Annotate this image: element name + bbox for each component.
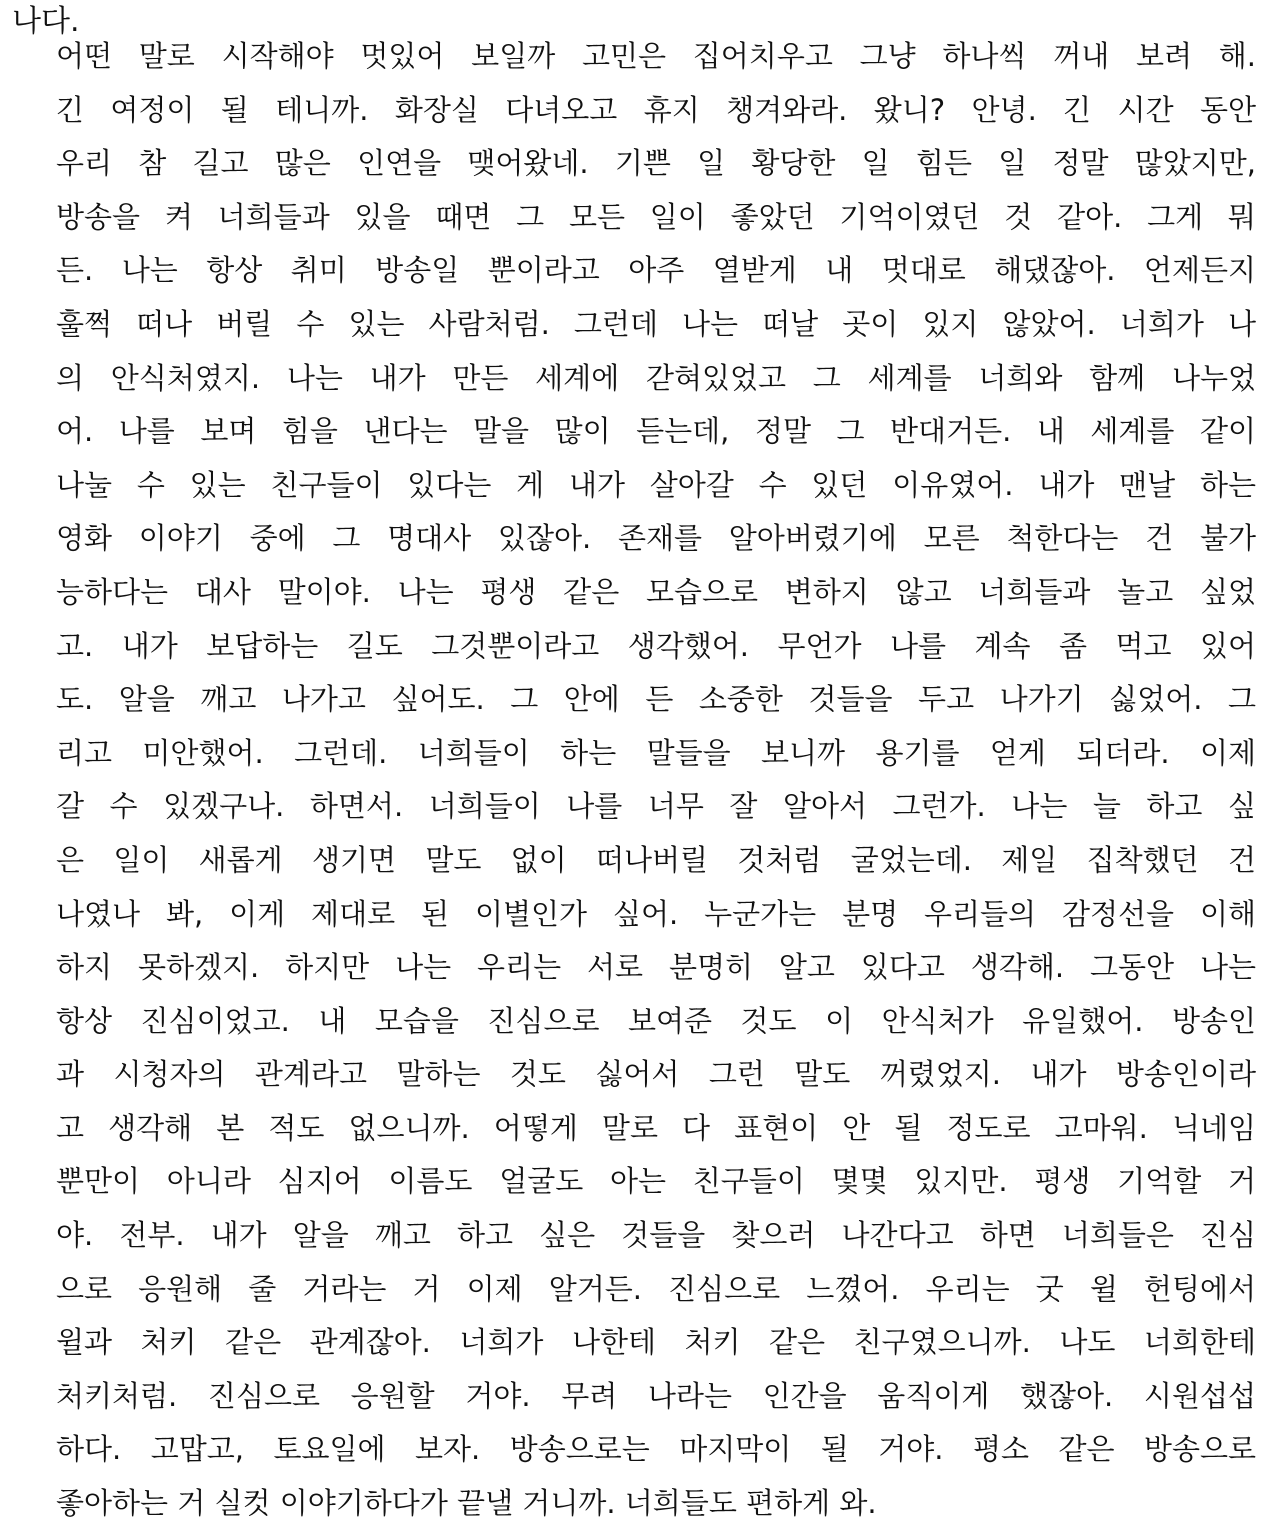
text-line: 과 시청자의 관계라고 말하는 것도 싫어서 그런 말도 꺼렸었지. 내가 방송인이라 (56, 1057, 1256, 1092)
text-line: 나눌 수 있는 친구들이 있다는 게 내가 살아갈 수 있던 이유였어. 내가 맨날 하는 (56, 467, 1256, 502)
text-line: 야. 전부. 내가 알을 깨고 하고 싶은 것들을 찾으러 나간다고 하면 너희들은 진심 (56, 1218, 1256, 1253)
text-line: 은 일이 새롭게 생기면 말도 없이 떠나버릴 것처럼 굴었는데. 제일 집착했던 건 (56, 842, 1256, 877)
text-line: 훌쩍 떠나 버릴 수 있는 사람처럼. 그런데 나는 떠날 곳이 있지 않았어. 너희가 나 (56, 306, 1256, 341)
text-line: 윌과 처키 같은 관계잖아. 너희가 나한테 처키 같은 친구였으니까. 나도 너희한테 (56, 1325, 1256, 1360)
text-line: 든. 나는 항상 취미 방송일 뿐이라고 아주 열받게 내 멋대로 해댔잖아. 언제든지 (56, 253, 1256, 288)
text-line: 고 생각해 본 적도 없으니까. 어떻게 말로 다 표현이 안 될 정도로 고마워. 닉네임 (56, 1110, 1256, 1145)
text-line: 하다. 고맙고, 토요일에 보자. 방송으로는 마지막이 될 거야. 평소 같은 방송으로 (56, 1432, 1256, 1467)
letter-body (56, 30, 1256, 1531)
text-line: 좋아하는 거 실컷 이야기하다가 끝낼 거니까. 너희들도 편하게 와. (56, 1486, 877, 1521)
text-line: 리고 미안했어. 그런데. 너희들이 하는 말들을 보니까 용기를 얻게 되더라. 이제 (56, 735, 1256, 770)
text-line: 방송을 켜 너희들과 있을 때면 그 모든 일이 좋았던 기억이였던 것 같아. 그게 뭐 (56, 199, 1256, 234)
text-line: 나였나 봐, 이게 제대로 된 이별인가 싶어. 누군가는 분명 우리들의 감정선을 이해 (56, 896, 1256, 931)
text-line: 뿐만이 아니라 심지어 이름도 얼굴도 아는 친구들이 몇몇 있지만. 평생 기억할 거 (56, 1164, 1256, 1199)
text-line: 으로 응원해 줄 거라는 거 이제 알거든. 진심으로 느꼈어. 우리는 굿 윌 헌팅에서 (56, 1271, 1256, 1306)
text-line: 의 안식처였지. 나는 내가 만든 세계에 갇혀있었고 그 세계를 너희와 함께 나누었 (56, 360, 1256, 395)
text-line: 항상 진심이었고. 내 모습을 진심으로 보여준 것도 이 안식처가 유일했어. 방송인 (56, 1003, 1256, 1038)
text-line: 어. 나를 보며 힘을 낸다는 말을 많이 듣는데, 정말 그 반대거든. 내 세계를 같이 (56, 414, 1256, 449)
document-heading: 나다. (12, 4, 80, 39)
text-line: 갈 수 있겠구나. 하면서. 너희들이 나를 너무 잘 알아서 그런가. 나는 늘 하고 싶 (56, 789, 1256, 824)
text-line: 처키처럼. 진심으로 응원할 거야. 무려 나라는 인간을 움직이게 했잖아. 시원섭섭 (56, 1378, 1256, 1413)
text-line: 도. 알을 깨고 나가고 싶어도. 그 안에 든 소중한 것들을 두고 나가기 싫었어. 그 (56, 682, 1256, 717)
text-line: 우리 참 길고 많은 인연을 맺어왔네. 기쁜 일 황당한 일 힘든 일 정말 많았지만, (56, 146, 1256, 181)
text-line: 고. 내가 보답하는 길도 그것뿐이라고 생각했어. 무언가 나를 계속 좀 먹고 있어 (56, 628, 1256, 663)
text-line: 긴 여정이 될 테니까. 화장실 다녀오고 휴지 챙겨와라. 왔니? 안녕. 긴 시간 동안 (56, 92, 1256, 127)
text-line: 어떤 말로 시작해야 멋있어 보일까 고민은 집어치우고 그냥 하나씩 꺼내 보려 해. (56, 39, 1256, 73)
text-line: 영화 이야기 중에 그 명대사 있잖아. 존재를 알아버렸기에 모른 척한다는 건 불가 (56, 521, 1256, 556)
text-line: 하지 못하겠지. 하지만 나는 우리는 서로 분명히 알고 있다고 생각해. 그동안 나는 (56, 950, 1256, 985)
text-line: 능하다는 대사 말이야. 나는 평생 같은 모습으로 변하지 않고 너희들과 놀고 싶었 (56, 574, 1256, 609)
